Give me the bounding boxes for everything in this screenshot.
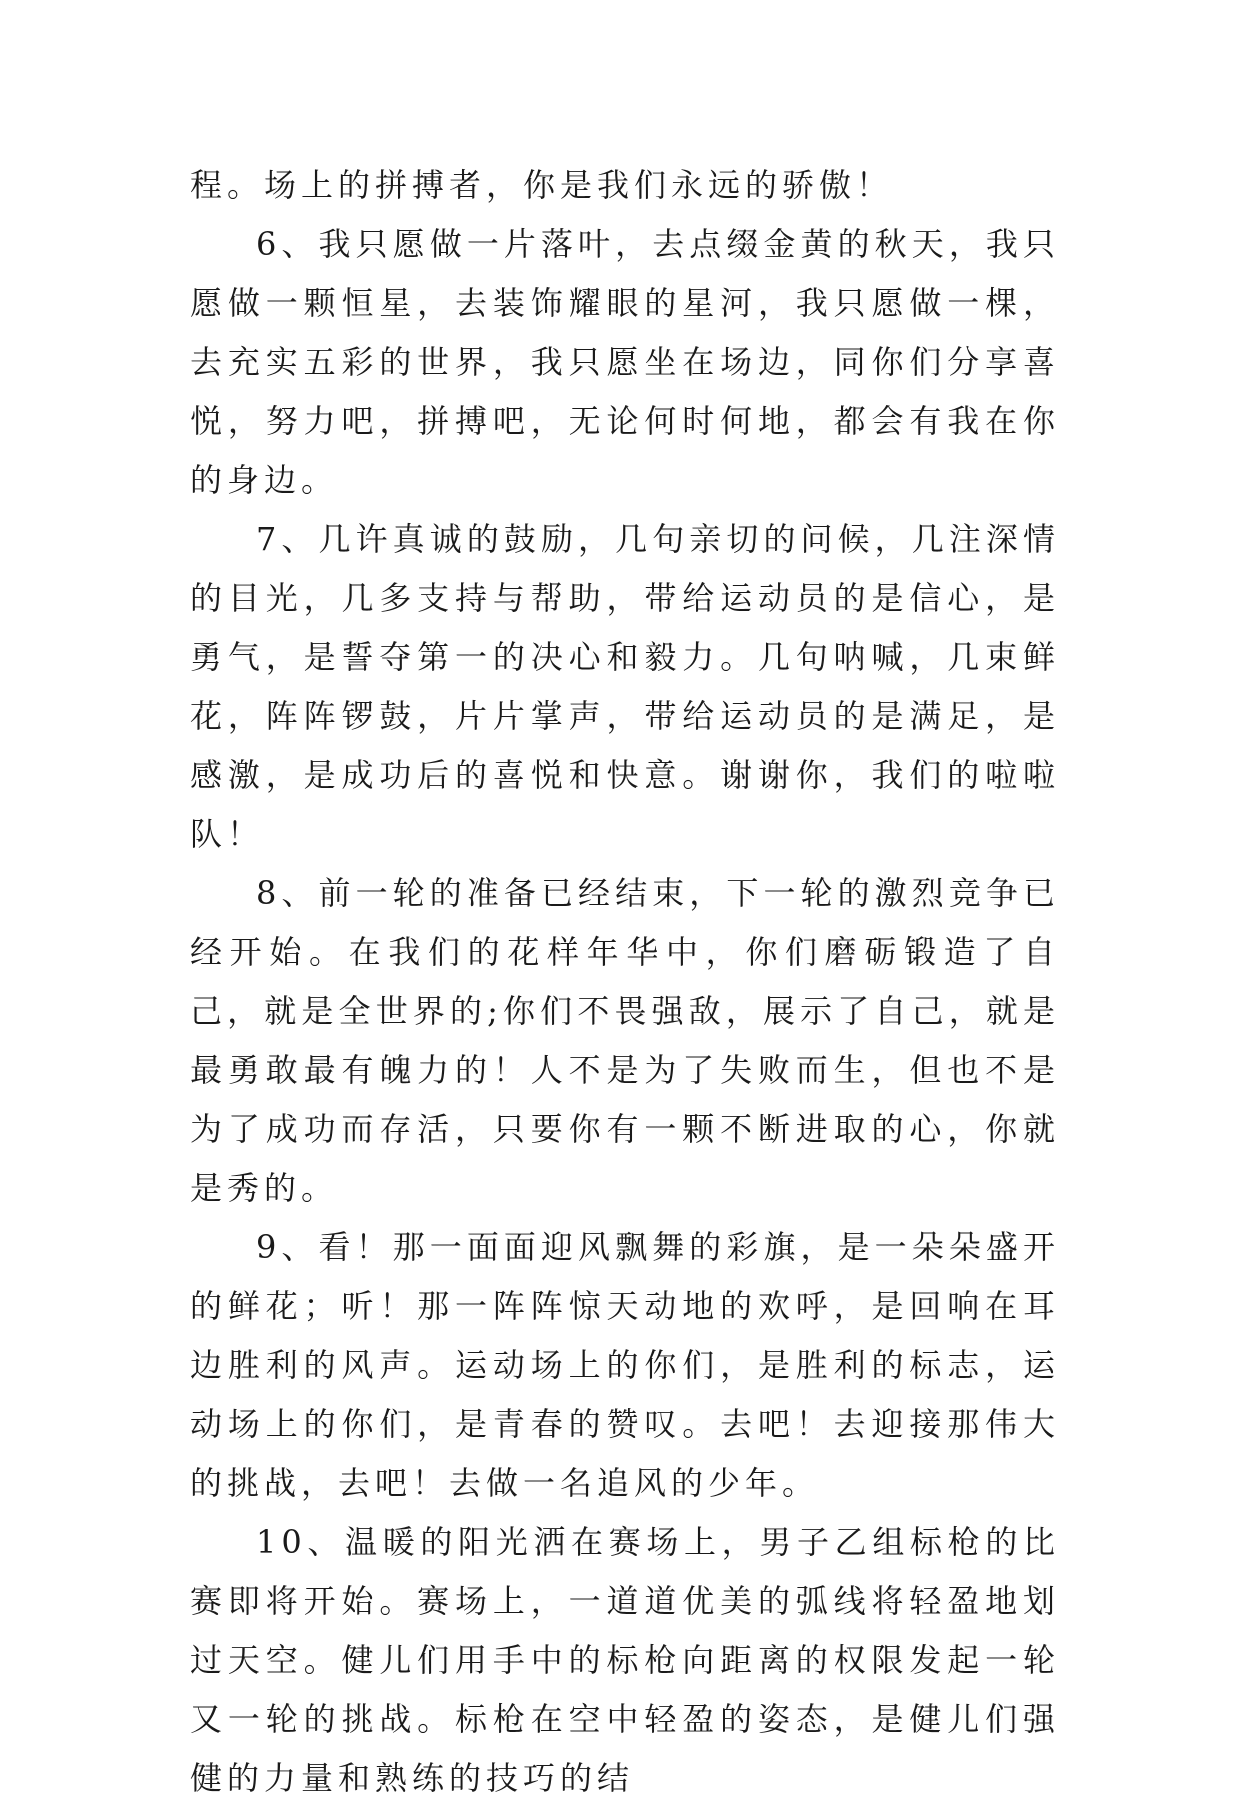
paragraph-6: 6、我只愿做一片落叶，去点缀金黄的秋天，我只愿做一颗恒星，去装饰耀眼的星河，我只愿做一棵，去充实五彩的世界，我只愿坐在场边，同你们分享喜悦，努力吧，拼搏吧，无论何时何地，都会有我在你的身边。 — [190, 225, 1060, 499]
paragraph-9: 9、看！那一面面迎风飘舞的彩旗，是一朵朵盛开的鲜花；听！那一阵阵惊天动地的欢呼，是回响在耳边胜利的风声。运动场上的你们，是胜利的标志，运动场上的你们，是青春的赞叹。去吧！去迎接那伟大的挑战，去吧！去做一名追风的少年。 — [190, 1228, 1060, 1502]
paragraph-7: 7、几许真诚的鼓励，几句亲切的问候，几注深情的目光，几多支持与帮助，带给运动员的是信心，是勇气，是誓夺第一的决心和毅力。几句呐喊，几束鲜花，阵阵锣鼓，片片掌声，带给运动员的是满足，是感激，是成功后的喜悦和快意。谢谢你，我们的啦啦队！ — [190, 520, 1060, 853]
paragraph-8: 8、前一轮的准备已经结束，下一轮的激烈竞争已经开始。在我们的花样年华中，你们磨砺锻造了自己，就是全世界的;你们不畏强敌，展示了自己，就是最勇敢最有魄力的！人不是为了失败而生，但也不是为了成功而存活，只要你有一颗不断进取的心，你就是秀的。 — [190, 874, 1060, 1207]
document-body — [190, 156, 1060, 1808]
paragraph-10: 10、温暖的阳光洒在赛场上，男子乙组标枪的比赛即将开始。赛场上，一道道优美的弧线将轻盈地划过天空。健儿们用手中的标枪向距离的权限发起一轮又一轮的挑战。标枪在空中轻盈的姿态，是健儿们强健的力量和熟练的技巧的结 — [190, 1523, 1060, 1797]
paragraph-continuation: 程。场上的拼搏者，你是我们永远的骄傲！ — [190, 166, 894, 204]
